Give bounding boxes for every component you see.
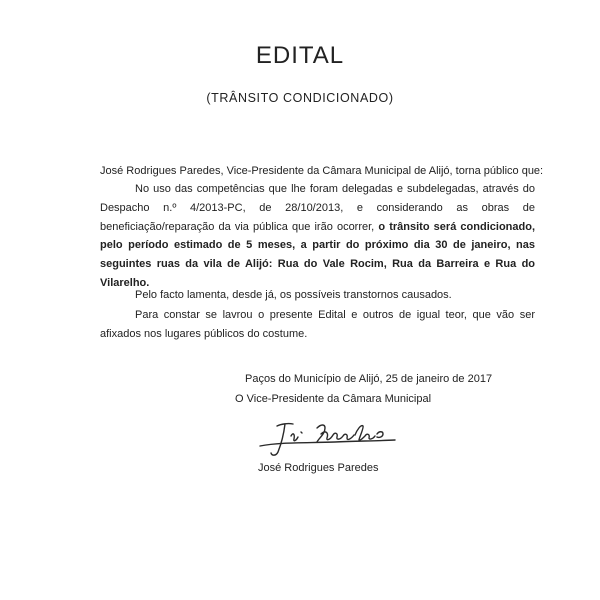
signer-role: O Vice-Presidente da Câmara Municipal [235, 393, 432, 405]
main-paragraph-text-2: , pelo período estimado de [100, 220, 535, 252]
main-paragraph-bold-1: o trânsito será condicionado [378, 220, 532, 233]
main-paragraph-text-3: , a partir do [292, 239, 365, 252]
main-paragraph-text-4: , nas seguintes ruas da vila de Alijó: [100, 239, 535, 271]
intro-line: José Rodrigues Paredes, Vice-Presidente da Câmara Municipal de Alijó, torna público que: [100, 165, 544, 177]
closing-paragraph: Para constar se lavrou o presente Edital e outros de igual teor, que vão ser afixados nos lugares públicos do costume. [100, 309, 535, 340]
signer-name: José Rodrigues Paredes [258, 462, 379, 474]
main-paragraph-bold-2: 5 meses [246, 239, 293, 252]
main-paragraph-bold-3: próximo dia 30 de janeiro [364, 239, 508, 252]
main-paragraph-text-1: No uso das competências que lhe foram delegadas e subdelegadas, através do Despacho n.º 4/2013-PC, de 28/10/2013, e considerando as obras de beneficiação/reparação da via pública que irão ocorrer, [100, 183, 535, 233]
handwritten-signature [255, 412, 405, 462]
document-title: EDITAL [255, 42, 345, 69]
apology-paragraph: Pelo facto lamenta, desde já, os possíveis transtornos causados. [135, 289, 452, 301]
document-subtitle: (TRÂNSITO CONDICIONADO) [206, 91, 394, 105]
main-paragraph [100, 180, 535, 293]
main-paragraph-bold-4: Rua do Vale Rocim, Rua da Barreira e Rua do Vilarelho. [100, 258, 536, 289]
place-date-line: Paços do Município de Alijó, 25 de janeiro de 2017 [245, 373, 493, 385]
